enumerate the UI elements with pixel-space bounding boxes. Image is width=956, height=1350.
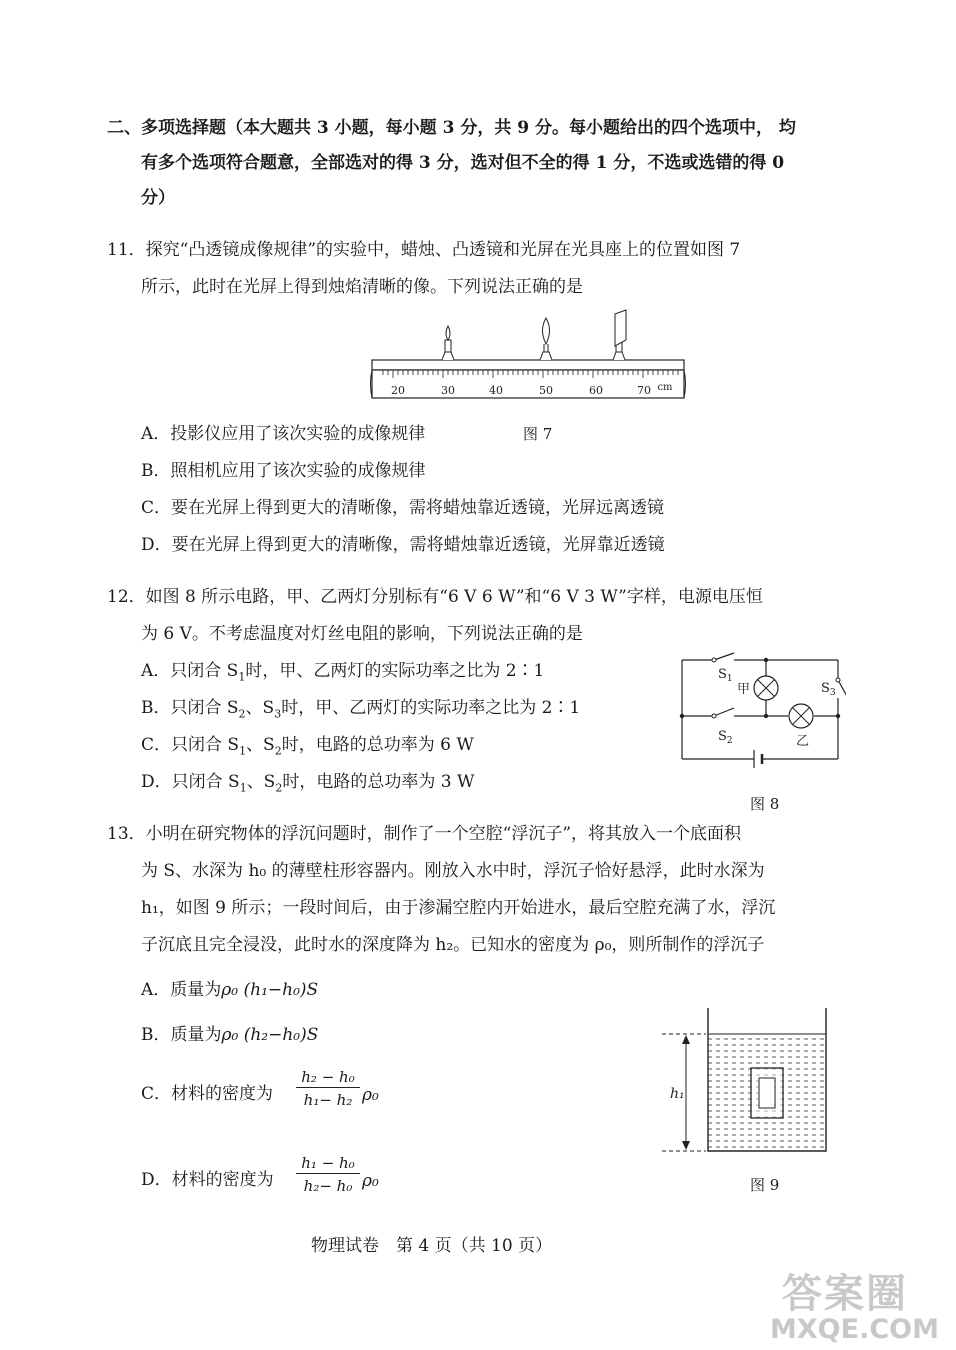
ruler-unit: cm: [657, 382, 673, 393]
convex-lens: [540, 318, 552, 360]
q13-option-d-numerator: h₁ − h₀: [296, 1153, 360, 1174]
section-heading-line2: 有多个选项符合题意，全部选对的得 3 分，选对但不全的得 1 分，不选或选错的得 0: [141, 153, 785, 173]
q11-option-c: C．要在光屏上得到更大的清晰像，需将蜡烛靠近透镜，光屏远离透镜: [141, 498, 665, 518]
watermark-logo: 答案圈: [782, 1271, 908, 1317]
ruler-tick-60: 60: [589, 384, 603, 397]
light-screen: [613, 310, 626, 360]
q12-option-b: B．只闭合 $S_2$、$S_3$时，甲、乙两灯的实际功率之比为 2∶1: [141, 698, 581, 721]
svg-text:S2: $S_2$: [718, 729, 733, 746]
q11-option-b: B．照相机应用了该次实验的成像规律: [141, 461, 426, 481]
figure-9-caption: 图 9: [750, 1176, 780, 1194]
q12-option-d: D．只闭合 $S_1$、$S_2$时，电路的总功率为 3 W: [141, 772, 475, 795]
figure-7-optical-bench: [368, 308, 688, 404]
q13-stem-line3: h₁，如图 9 所示；一段时间后，由于渗漏空腔内开始进水，最后空腔充满了水，浮沉: [141, 898, 776, 918]
q13-option-c-factor: ρ₀: [362, 1085, 379, 1105]
q13-option-c-label: C．材料的密度为: [141, 1084, 274, 1104]
q12-option-c: C．只闭合 $S_1$、$S_2$时，电路的总功率为 6 W: [141, 735, 474, 758]
q11-option-d: D．要在光屏上得到更大的清晰像，需将蜡烛靠近透镜，光屏靠近透镜: [141, 535, 665, 555]
svg-text:乙: 乙: [796, 734, 810, 749]
q11-stem-line1: 11．探究“凸透镜成像规律”的实验中，蜡烛、凸透镜和光屏在光具座上的位置如图 7: [107, 240, 741, 260]
q12-option-a: A．只闭合 $S_1$时，甲、乙两灯的实际功率之比为 2∶1: [141, 661, 545, 684]
watermark-site: MXQE.COM: [770, 1314, 939, 1345]
q11-stem-line2: 所示，此时在光屏上得到烛焰清晰的像。下列说法正确的是: [141, 277, 583, 297]
q13-option-d-denominator: h₂− h₀: [303, 1177, 353, 1195]
q13-option-b: B．质量为ρ₀ (h₂−h₀)S: [141, 1025, 319, 1045]
ruler-tick-30: 30: [441, 384, 455, 397]
svg-text:S1: $S_1$: [718, 667, 733, 684]
figure-8-caption: 图 8: [750, 795, 780, 813]
q13-option-c-denominator: h₁− h₂: [303, 1091, 353, 1109]
ruler-tick-20: 20: [391, 384, 405, 397]
q13-option-a: A．质量为ρ₀ (h₁−h₀)S: [141, 980, 319, 1000]
section-heading-line3: 分）: [141, 188, 175, 208]
q11-option-a: A．投影仪应用了该次实验的成像规律: [141, 424, 426, 444]
q12-stem-line1: 12．如图 8 所示电路，甲、乙两灯分别标有“6 V 6 W”和“6 V 3 W”字样，电源电压恒: [107, 587, 763, 607]
q13-stem-line2: 为 S、水深为 h₀ 的薄壁柱形容器内。刚放入水中时，浮沉子恰好悬浮，此时水深为: [141, 861, 765, 881]
q13-stem-line4: 子沉底且完全浸没，此时水的深度降为 h₂。已知水的密度为 ρ₀，则所制作的浮沉子: [141, 935, 765, 955]
lamp-yi: [789, 704, 813, 728]
q13-option-d-factor: ρ₀: [362, 1171, 379, 1191]
lamp-jia: [754, 676, 778, 700]
section-heading-line1: 二、多项选择题（本大题共 3 小题，每小题 3 分，共 9 分。每小题给出的四个选项中， 均: [107, 118, 796, 138]
page-footer: 物理试卷 第 4 页（共 10 页）: [311, 1236, 553, 1256]
ruler-tick-50: 50: [539, 384, 553, 397]
ruler-tick-40: 40: [489, 384, 503, 397]
figure-9-container: [660, 1006, 850, 1158]
q13-stem-line1: 13．小明在研究物体的浮沉问题时，制作了一个空腔“浮沉子”，将其放入一个底面积: [107, 824, 742, 844]
candle: [442, 326, 454, 360]
svg-text:S3: $S_3$: [821, 681, 836, 698]
svg-text:甲: 甲: [737, 682, 751, 697]
q13-option-d-label: D．材料的密度为: [141, 1170, 274, 1190]
q12-stem-line2: 为 6 V。不考虑温度对灯丝电阻的影响，下列说法正确的是: [141, 624, 583, 644]
battery: [754, 750, 762, 768]
h1-label: h₁: [670, 1086, 685, 1102]
figure-8-circuit: [676, 652, 846, 776]
ruler-tick-70: 70: [637, 384, 651, 397]
figure-7-caption: 图 7: [523, 425, 553, 443]
q13-option-c-numerator: h₂ − h₀: [296, 1067, 360, 1088]
